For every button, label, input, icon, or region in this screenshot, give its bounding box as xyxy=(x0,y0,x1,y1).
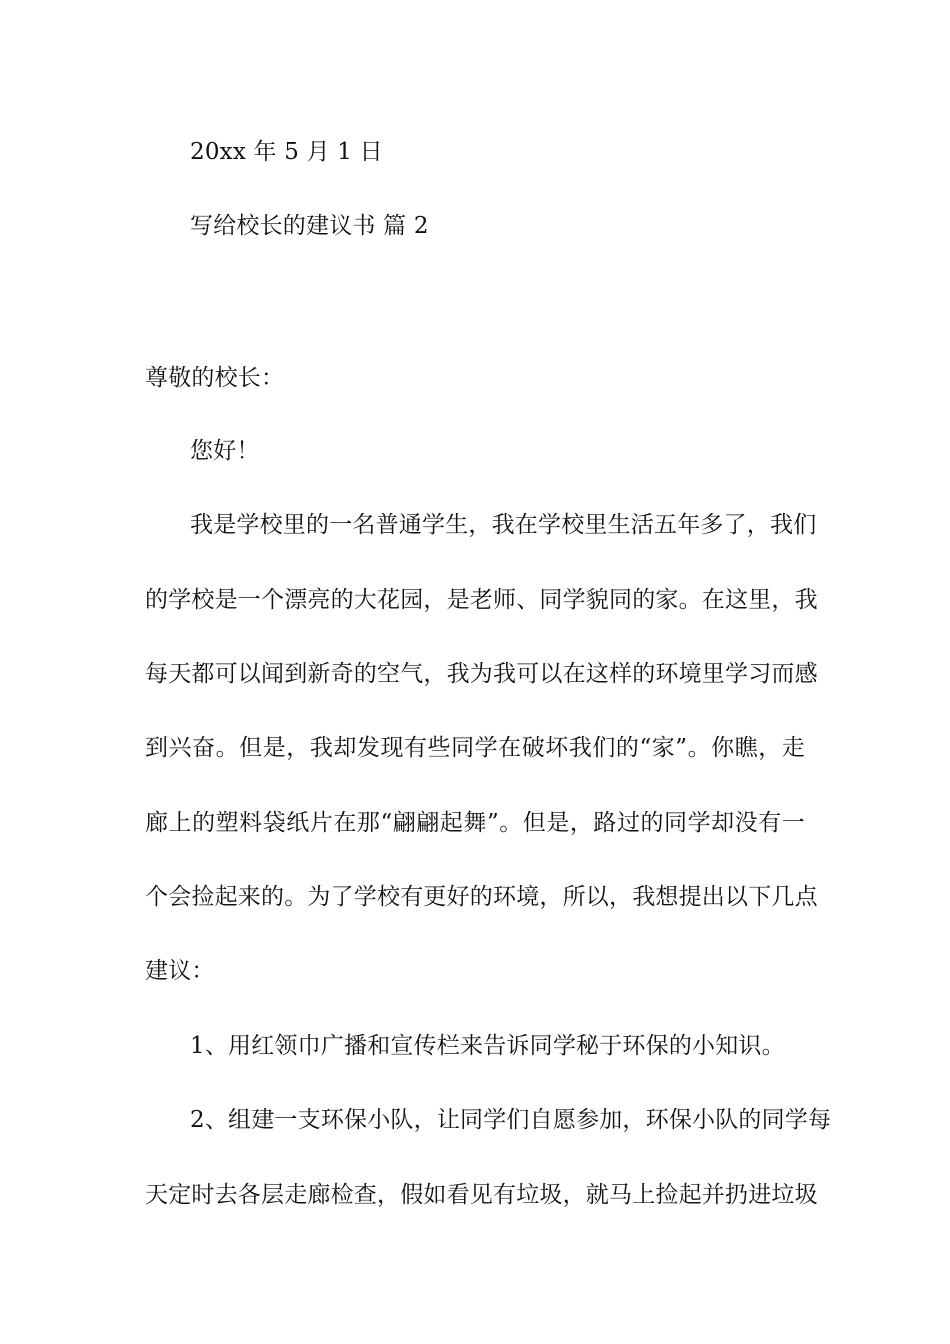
letter-date: 20xx 年 5 月 1 日 xyxy=(190,139,383,165)
section-title: 写给校长的建议书 篇 2 xyxy=(190,213,429,239)
paragraph-line: 到兴奋。但是，我却发现有些同学在破坏我们的“家”。你瞧，走 xyxy=(145,735,805,761)
paragraph-line: 每天都可以闻到新奇的空气，我为我可以在这样的环境里学习而感 xyxy=(145,661,818,687)
suggestion-item-1: 1、用红领巾广播和宣传栏来告诉同学秘于环保的小知识。 xyxy=(190,1033,785,1059)
paragraph-line: 我是学校里的一名普通学生，我在学校里生活五年多了，我们 xyxy=(190,512,817,538)
greeting: 您好！ xyxy=(190,438,260,464)
paragraph-line: 个会捡起来的。为了学校有更好的环境，所以，我想提出以下几点 xyxy=(145,884,818,910)
paragraph-line: 建议： xyxy=(145,958,215,984)
suggestion-item-2-line: 天定时去各层走廊检查，假如看见有垃圾，就马上捡起并扔进垃圾 xyxy=(145,1182,818,1208)
paragraph-line: 廊上的塑料袋纸片在那“翩翩起舞”。但是，路过的同学却没有一 xyxy=(145,810,805,836)
paragraph-line: 的学校是一个漂亮的大花园，是老师、同学貌同的家。在这里，我 xyxy=(145,587,818,613)
suggestion-item-2-line: 2、组建一支环保小队，让同学们自愿参加，环保小队的同学每 xyxy=(190,1107,832,1133)
salutation: 尊敬的校长： xyxy=(145,365,285,391)
